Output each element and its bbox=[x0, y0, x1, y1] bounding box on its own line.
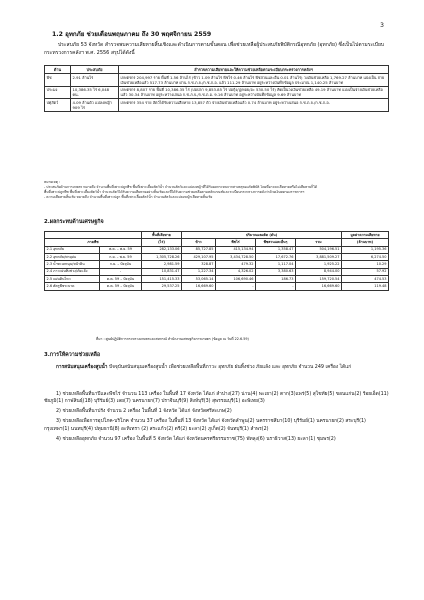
table-row bbox=[45, 283, 389, 290]
table-cell: 429,107.95 bbox=[182, 253, 216, 260]
group-header: พื้นที่เสียหาย bbox=[142, 232, 182, 239]
table-cell: 2.4 ภาวะฝนทิ้งช่วง/ภัยแล้ง bbox=[45, 268, 100, 275]
section-heading-1-2: 1.2 อุทกภัย ช่วยเดือนพฤษภาคม ถึง 30 พฤศจิกายน 2559 bbox=[52, 31, 212, 38]
table-cell: 504,196.51 bbox=[296, 246, 342, 253]
header-cell: รวม bbox=[296, 239, 342, 246]
table-cell: 17,672.76 bbox=[256, 253, 296, 260]
table-cell: ปศุสัตว์ bbox=[45, 99, 71, 112]
table-row bbox=[45, 86, 389, 99]
table-cell: พ.ค. – พ.ย. 59 bbox=[100, 246, 142, 253]
table-cell: 415,134.94 bbox=[216, 246, 256, 253]
header-cell: พืชสวนและอื่นๆ bbox=[256, 239, 296, 246]
table-cell: 1,195.36 bbox=[342, 246, 389, 253]
table-cell: 2.2 อุทกภัย/พายุฝน bbox=[45, 253, 100, 260]
table-cell: 151,415.33 bbox=[142, 275, 182, 282]
table-cell: 8,944.00 bbox=[296, 268, 342, 275]
table-cell: 2.6 ศัตรูพืชระบาด bbox=[45, 283, 100, 290]
list-item: 4) ช่วยเหลืออุทกภัย จำนวน 97 เครื่อง ในพื้นที่ 5 จังหวัด ได้แก่ จังหวัดนครศรีธรรมราช(75) พัทลุง(6) นราธิวาส(13) ยะลา(1) ชุมพร(2) bbox=[56, 436, 336, 442]
table-cell: 10,831.47 bbox=[142, 268, 182, 275]
note-line: - ความเสียหายสิ้นเชิง หมายถึง จำนวนพื้นที่เพาะปลูก พื้นที่เพาะเลี้ยงสัตว์น้ำ จำนวนสัตว์และแปลงหญ้าเสียหายสิ้นเชิง bbox=[44, 194, 213, 199]
intro-paragraph: ประสบภัย 53 จังหวัด สำรวจพบความเสียหายสิ้นเชิงและดำเนินการตามขั้นตอน เพื่อช่วยเหลือผู้ประสบภัยพิบัติกรณีอุทกภัย (อุทกภัย) ซึ่งเป็นไปตามระเบียบกระทรวงการคลังฯ พ.ศ. 2556 สรุปได้ดังนี้ bbox=[44, 42, 385, 56]
table-cell: 16,669.60 bbox=[182, 283, 216, 290]
note-line: หมายเหตุ : bbox=[44, 180, 61, 184]
note-line: - ประสบภัยด้านการเกษตร หมายถึง จำนวนพื้นที่เพาะปลูกพืช พื้นที่เพาะเลี้ยงสัตว์น้ำ จำนวนสัตว์และแปลงหญ้าที่ได้รับผลกระทบจากสาเหตุของภัยพิบัติ โดยที่อาจจะเสียหายหรือไม่เสียหายก็ได้ bbox=[44, 184, 318, 189]
table-cell: 2,981.59 bbox=[142, 261, 182, 268]
section-heading-3: 3.การให้ความช่วยเหลือ bbox=[44, 352, 101, 358]
table-cell: ก.ย. – ปัจจุบัน bbox=[100, 261, 142, 268]
table-cell: 1,358.47 bbox=[256, 246, 296, 253]
header-cell: ข้าว bbox=[182, 239, 216, 246]
table-cell: 1,117.04 bbox=[256, 261, 296, 268]
table-cell: ต.ค. 59 – ปัจจุบัน bbox=[100, 275, 142, 282]
table-cell: 3,434,728.50 bbox=[216, 253, 256, 260]
header-cell: พืชไร่ bbox=[216, 239, 256, 246]
group-header: ปริมาณผลผลิต (ตัน) bbox=[182, 232, 342, 239]
table-cell: 16,669.60 bbox=[296, 283, 342, 290]
list-item: 1) ช่วยเหลือพื้นที่นาปีและพืชไร่ จำนวน 113 เครื่อง ในพื้นที่ 17 จังหวัด ได้แก่ ลำปาง(27) น่าน(4) พะเยา(2) ตาก(3)แพร่(5) สุโขทัย(5) ขอนแก่น(2) ร้อยเอ็ด(11) ชัยภูมิ(1) กาฬสินธุ์(18) บุรีรัมย์(3) เลย(7) นครนายก(7) ปราจีนบุรี(9) สิงห์บุรี(3) สุพรรณบุรี(1) อะพิเทย(3) bbox=[44, 392, 389, 405]
table-cell: ประมง bbox=[45, 86, 71, 99]
section-heading-2: 2.ผลกระทบด้านเศรษฐกิจ bbox=[44, 219, 104, 225]
assistance-list bbox=[44, 391, 389, 446]
group-header: มูลค่าความเสียหาย bbox=[342, 232, 389, 239]
table-cell: พืช bbox=[45, 73, 71, 86]
list-item: 3) ช่วยเหลือเพื่อการอุปโภค-บริโภค จำนวน 37 เครื่อง ในพื้นที่ 13 จังหวัด ได้แก่ จังหวัดลำพูน(2) นครราชสีมา(10) บุรีรัมย์(1) นครนายก(2) สระบุรี(1) กรุงเทพฯ(1) นนทบุรี(4) ปทุมธานี(8) อะทิเทรา (2) สระแก้ว(2) ตรี(2) ยะลา(2) ภูเก็ต(2) จันทบุรี(1) ลำพร(2) bbox=[44, 419, 366, 432]
intro-text: ปัจจุบันสนับสนุนเครื่องสูบน้ำ เพื่อช่วยเหลือพื้นที่ภาวะ อุทกภัย ฝนทิ้งช่วง ภัยแล้ง และ อุทกภัย จำนวน 249 เครื่อง ได้แก่ bbox=[107, 365, 352, 370]
header-cell: (ไร่) bbox=[142, 239, 182, 246]
table-row bbox=[45, 275, 389, 282]
table-cell: เกษตรกร 8,807 ราย พื้นที่ 10,386.35 ไร่ (บ่อปลา 9,853.85 ไร่ บ่อกุ้ง/ปู/หอย/อะ 530.50 ไร่) คิดเป็นวงเงินช่วยเหลือ 49.19 ล้านบาท แบ่งเป็นจ่ายเงินช่วยเหลือแล้ว 30.34 ล้านบาท อยู่ระหว่างเสนอ ก.ช.ภ.จ./ก.ช.ภ.อ. 9.16 ล้านบาท อยู่ระหว่างบันทึกข้อมูล 9.69 ล้านบาท bbox=[119, 86, 389, 99]
damage-summary-table bbox=[44, 65, 389, 112]
table-header-row bbox=[45, 66, 389, 74]
table-cell: 10.29 bbox=[342, 261, 389, 268]
table-row bbox=[45, 261, 389, 268]
table-cell: 106,690.46 bbox=[216, 275, 256, 282]
note-line: พื้นที่เพาะปลูกพืช พื้นที่เพาะเลี้ยงสัตว์น้ำ จำนวนสัตว์ได้รับความเสียหายอย่างสิ้นเชิงและที่ได้รับความช่วยเหลือตามหลักเกณฑ์และระเบียบกระทรวงการคลังว่าด้วยเงินทดรองราชการฯ bbox=[44, 189, 305, 194]
table-cell: 6,274.50 bbox=[342, 253, 389, 260]
table-row bbox=[45, 253, 389, 260]
table-cell: 2.3 น้ำทะเลหนุน/หน้าดิน bbox=[45, 261, 100, 268]
table-group-header-row bbox=[45, 232, 389, 239]
table-cell: เกษตรกร 354 ราย สัตว์ได้รับความเสียหาย 13,857 ตัว จ่ายเงินช่วยเหลือแล้ว 0.74 ล้านบาท อยู่ระหว่างเสนอ ก.ช.ภ.จ./ก.ช.ภ.อ. bbox=[119, 99, 389, 112]
table-cell: 4.09 ล้านตัว แปลงหญ้า 909 ไร่ bbox=[71, 99, 119, 112]
intro-bold-label: การสนับสนุนเครื่องสูบน้ำ bbox=[56, 365, 108, 370]
economic-impact-table bbox=[44, 231, 389, 291]
table-cell: เกษตรกร 204,997 ราย พื้นที่ 1.56 ล้านไร่ (ข้าว 1.09 ล้านไร่ พืชไร่ 0.46 ล้านไร่ พืชสวนและอื่น 0.01 ล้านไร่) วงเงินช่วยเหลือ 1,769.27 ล้านบาท แบ่งเป็น จ่ายเงินช่วยเหลือแล้ว 517.73 ล้านบาท ผ่าน ก.ช.ภ.จ./ก.ช.ภ.อ. แล้ว 111.29 ล้านบาท อยู่ระหว่างบันทึกข้อมูล ประมาณ 1,140.25 ล้านบาท bbox=[119, 73, 389, 86]
table-row bbox=[45, 99, 389, 112]
header-cell: (ล้านบาท) bbox=[342, 239, 389, 246]
table-cell: 4,326.02 bbox=[216, 268, 256, 275]
table-cell: 479.32 bbox=[216, 261, 256, 268]
table-cell: ต.ค. 59 – ปัจจุบัน bbox=[100, 283, 142, 290]
table-row bbox=[45, 246, 389, 253]
table-cell: 282,133.06 bbox=[142, 246, 182, 253]
assistance-intro bbox=[44, 364, 389, 371]
table-row bbox=[45, 73, 389, 86]
table-notes bbox=[44, 180, 389, 200]
table-cell: 159,720.54 bbox=[296, 275, 342, 282]
table-cell: 474.53 bbox=[342, 275, 389, 282]
table-cell: 2.1 อุทกภัย bbox=[45, 246, 100, 253]
header-cell: สำรวจความเสียหายและให้ความช่วยเหลือตามระเบียบกระทรวงการคลังฯ bbox=[119, 66, 389, 74]
table-row bbox=[45, 268, 389, 275]
list-item: 2) ช่วยเหลือพื้นที่นาปรัง จำนวน 2 เครื่อง ในพื้นที่ 1 จังหวัด ได้แก่ จังหวัดศรีสะเกษ(2) bbox=[56, 409, 232, 415]
table-cell: ก.ย. – พ.ย. 59 bbox=[100, 253, 142, 260]
table-source: ที่มา : ศูนย์ปฏิบัติการกระทรวงเกษตรและสหกรณ์ สำนักงานเศรษฐกิจการเกษตร (ข้อมูล ณ วันที่ 22.6.59) bbox=[96, 337, 249, 341]
table-cell: 57.92 bbox=[342, 268, 389, 275]
header-cell: ภาคพืช bbox=[45, 239, 142, 246]
header-cell: ด้าน bbox=[45, 66, 71, 74]
table-cell: 1,227.34 bbox=[182, 268, 216, 275]
table-cell: 119.48 bbox=[342, 283, 389, 290]
page-number: 3 bbox=[380, 22, 384, 29]
table-cell: 328.87 bbox=[182, 261, 216, 268]
table-cell: - bbox=[216, 283, 256, 290]
table-cell: - bbox=[100, 268, 142, 275]
table-cell: 85,727.85 bbox=[182, 246, 216, 253]
table-cell: 53,065.14 bbox=[182, 275, 216, 282]
header-cell: ประสบภัย bbox=[71, 66, 119, 74]
table-cell: 10,386.35 ไร่ 6,048 คน. bbox=[71, 86, 119, 99]
table-cell: 29,537.25 bbox=[142, 283, 182, 290]
table-cell: 1,305,728.26 bbox=[142, 253, 182, 260]
table-cell: 2.5 แผ่นดินไหว bbox=[45, 275, 100, 282]
table-cell: 186.73 bbox=[256, 275, 296, 282]
table-cell: 1,925.22 bbox=[296, 261, 342, 268]
table-cell: - bbox=[256, 283, 296, 290]
table-header-row bbox=[45, 239, 389, 246]
table-cell: 3,881,509.27 bbox=[296, 253, 342, 260]
table-cell: 2.91 ล้านไร่ bbox=[71, 73, 119, 86]
table-cell: 3,380.63 bbox=[256, 268, 296, 275]
